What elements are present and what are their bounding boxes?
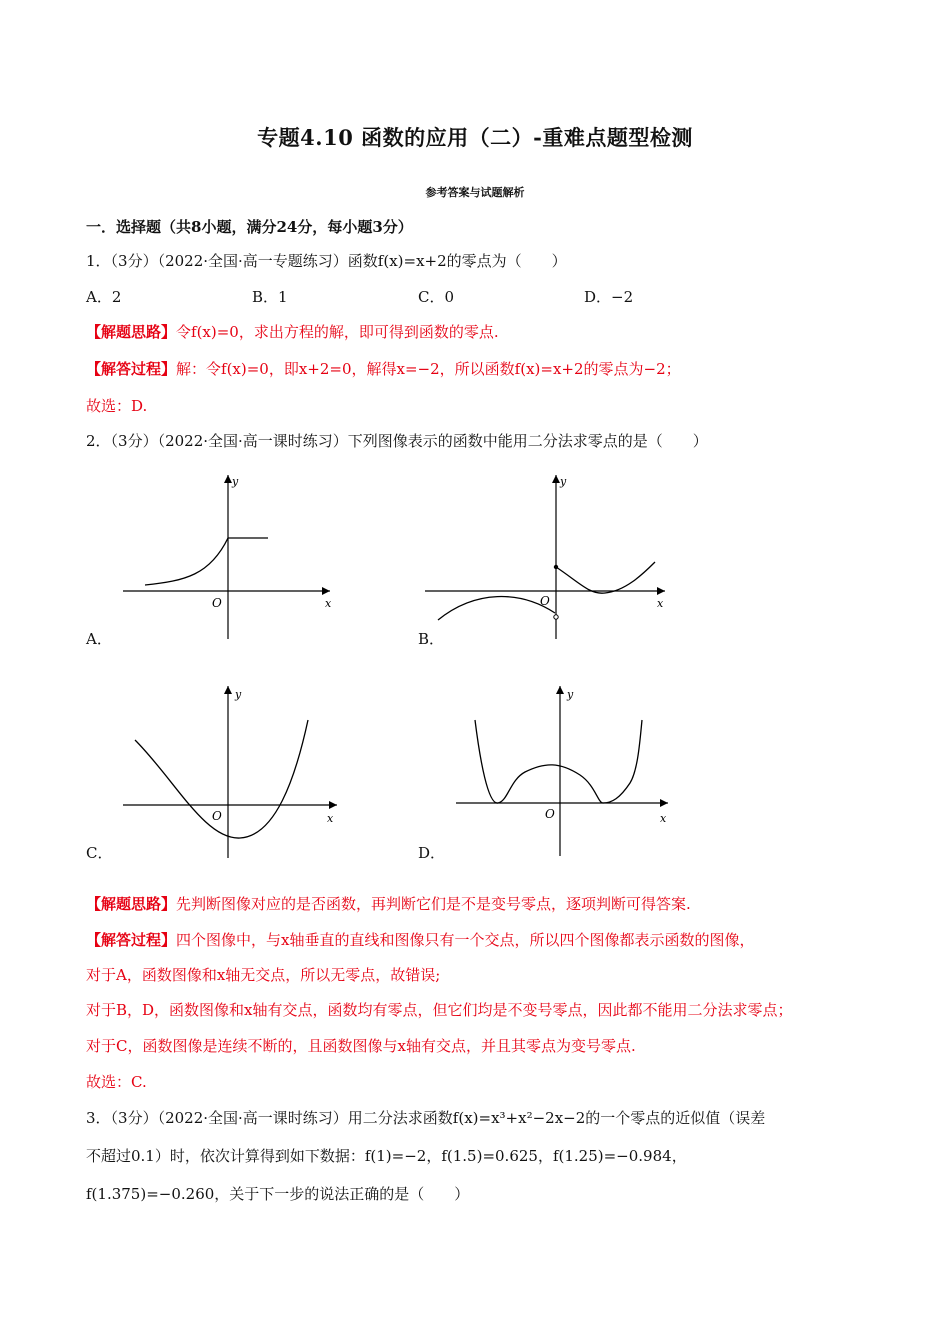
graph-c-origin: O	[212, 809, 222, 823]
graph-a-x-arrow	[322, 587, 330, 595]
graph-b-x-arrow	[657, 587, 665, 595]
q2-option-d: D．	[418, 844, 446, 862]
q3-stem-line2: 不超过0.1）时，依次计算得到如下数据：f(1)=−2，f(1.5)=0.625，f(1.25)=−0.984，	[86, 1147, 687, 1165]
q2-idea-text: 先判断图像对应的是否函数，再判断它们是不是变号零点，逐项判断可得答案.	[176, 895, 691, 913]
graph-a-x-label: x	[325, 597, 332, 610]
graph-d-y-label: y	[567, 688, 574, 701]
q1-process	[86, 358, 681, 379]
q2-process-tag: 【解答过程】	[86, 931, 177, 949]
graph-a-curve	[145, 538, 268, 585]
q2-idea-tag: 【解题思路】	[86, 895, 177, 913]
q1-answer: 故选：D.	[86, 397, 148, 415]
graph-b-left-curve	[438, 597, 555, 620]
graph-b-y-label: y	[560, 475, 567, 488]
q2-idea	[86, 893, 691, 914]
q1-process-text: 解：令f(x)=0，即x+2=0，解得x=−2，所以函数f(x)=x+2的零点为−2；	[176, 360, 681, 378]
graph-c-x-arrow	[329, 801, 337, 809]
graph-b-closed-dot	[554, 565, 558, 569]
q2-line-bd: 对于B，D，函数图像和x轴有交点，函数均有零点，但它们均是不变号零点，因此都不能用二分法求零点；	[86, 1001, 793, 1019]
graph-c	[115, 680, 345, 860]
q3-stem-line3: f(1.375)=−0.260，关于下一步的说法正确的是（ ）	[86, 1185, 470, 1203]
page-title: 专题4.10 函数的应用（二）-重难点题型检测	[257, 125, 693, 150]
graph-b-right-curve	[556, 562, 655, 593]
q2-option-c: C．	[86, 844, 113, 862]
graph-b-origin: O	[540, 594, 550, 608]
q3-stem-line1: 3．（3分）（2022·全国·高一课时练习）用二分法求函数f(x)=x³+x²−2x−2的一个零点的近似值（误差	[86, 1109, 766, 1127]
graph-a	[115, 465, 345, 645]
graph-c-x-label: x	[327, 812, 334, 825]
graph-b	[420, 465, 670, 645]
q2-option-a: A．	[86, 630, 112, 648]
graph-a-origin: O	[212, 596, 222, 610]
graph-d-y-arrow	[556, 686, 564, 694]
q1-option-d: D．−2	[584, 288, 634, 306]
page-subtitle: 参考答案与试题解析	[425, 186, 525, 199]
q1-option-b: B．1	[252, 288, 288, 306]
q2-process	[86, 929, 754, 950]
q1-process-tag: 【解答过程】	[86, 360, 177, 378]
q2-line-a: 对于A，函数图像和x轴无交点，所以无零点，故错误;	[86, 966, 441, 984]
q2-line-c: 对于C，函数图像是连续不断的，且函数图像与x轴有交点，并且其零点为变号零点.	[86, 1037, 636, 1055]
graph-b-x-label: x	[657, 597, 664, 610]
q1-idea-text: 令f(x)=0，求出方程的解，即可得到函数的零点.	[176, 323, 499, 341]
q1-stem: 1．（3分）（2022·全国·高一专题练习）函数f(x)=x+2的零点为（ ）	[86, 252, 567, 270]
graph-b-open-dot	[554, 615, 558, 619]
graph-c-y-arrow	[224, 686, 232, 694]
graph-a-y-arrow	[224, 475, 232, 483]
q2-stem: 2．（3分）（2022·全国·高一课时练习）下列图像表示的函数中能用二分法求零点的是（ ）	[86, 432, 708, 450]
q2-process-text: 四个图像中，与x轴垂直的直线和图像只有一个交点，所以四个图像都表示函数的图像，	[176, 931, 755, 949]
q2-option-b: B．	[418, 630, 445, 648]
graph-d-curve	[475, 720, 642, 803]
graph-b-y-arrow	[552, 475, 560, 483]
graph-c-y-label: y	[235, 688, 242, 701]
q2-answer: 故选：C.	[86, 1073, 147, 1091]
q1-idea	[86, 321, 499, 342]
graph-d-x-label: x	[660, 812, 667, 825]
section-heading: 一．选择题（共8小题，满分24分，每小题3分）	[86, 218, 413, 236]
graph-d	[450, 680, 680, 860]
q1-option-a: A．2	[86, 288, 122, 306]
q1-idea-tag: 【解题思路】	[86, 323, 177, 341]
graph-d-x-arrow	[660, 799, 668, 807]
q1-option-c: C．0	[418, 288, 455, 306]
graph-d-origin: O	[545, 807, 555, 821]
graph-a-y-label: y	[232, 475, 239, 488]
